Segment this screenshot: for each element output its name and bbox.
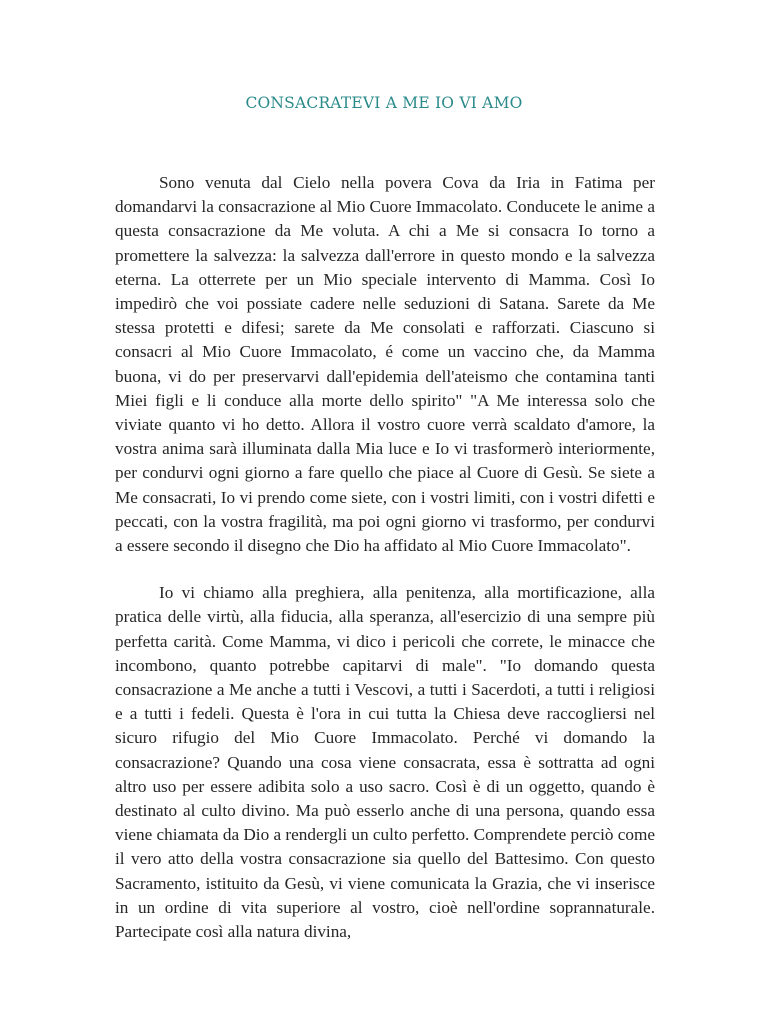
document-body (115, 171, 655, 944)
paragraph-2: Io vi chiamo alla preghiera, alla penitenza, alla mortificazione, alla pratica delle virtù, alla fiducia, alla speranza, all'esercizio di una sempre più perfetta carità. Come Mamma, vi dico i pericoli che correte, le minacce che incombono, quanto potrebbe capitarvi di male". "Io domando questa consacrazione a Me anche a tutti i Vescovi, a tutti i Sacerdoti, a tutti i religiosi e a tutti i fedeli. Questa è l'ora in cui tutta la Chiesa deve raccogliersi nel sicuro rifugio del Mio Cuore Immacolato. Perché vi domando la consacrazione? Quando una cosa viene consacrata, essa è sottratta ad ogni altro uso per essere adibita solo a uso sacro. Così è di un oggetto, quando è destinato al culto divino. Ma può esserlo anche di una persona, quando essa viene chiamata da Dio a rendergli un culto perfetto. Comprendete perciò come il vero atto della vostra consacrazione sia quello del Battesimo. Con questo Sacramento, istituito da Gesù, vi viene comunicata la Grazia, che vi inserisce in un ordine di vita superiore al vostro, cioè nell'ordine soprannaturale. Partecipate così alla natura divina, (115, 583, 655, 942)
paragraph-1: Sono venuta dal Cielo nella povera Cova da Iria in Fatima per domandarvi la consacrazione al Mio Cuore Immacolato. Conducete le anime a questa consacrazione da Me voluta. A chi a Me si consacra Io torno a promettere la salvezza: la salvezza dall'errore in questo mondo e la salvezza eterna. La otterrete per un Mio speciale intervento di Mamma. Così Io impedirò che voi possiate cadere nelle seduzioni di Satana. Sarete da Me stessa protetti e difesi; sarete da Me consolati e rafforzati. Ciascuno si consacri al Mio Cuore Immacolato, é come un vaccino che, da Mamma buona, vi do per preservarvi dall'epidemia dell'ateismo che contamina tanti Miei figli e li conduce alla morte dello spirito" "A Me interessa solo che viviate quanto vi ho detto. Allora il vostro cuore verrà scaldato d'amore, la vostra anima sarà illuminata dalla Mia luce e Io vi trasformerò interiormente, per condurvi ogni giorno a fare quello che piace al Cuore di Gesù. Se siete a Me consacrati, Io vi prendo come siete, con i vostri limiti, con i vostri difetti e peccati, con la vostra fragilità, ma poi ogni giorno vi trasformo, per condurvi a essere secondo il disegno che Dio ha affidato al Mio Cuore Immacolato". (115, 173, 655, 556)
page-title: CONSACRATEVI A ME IO VI AMO (245, 94, 523, 112)
